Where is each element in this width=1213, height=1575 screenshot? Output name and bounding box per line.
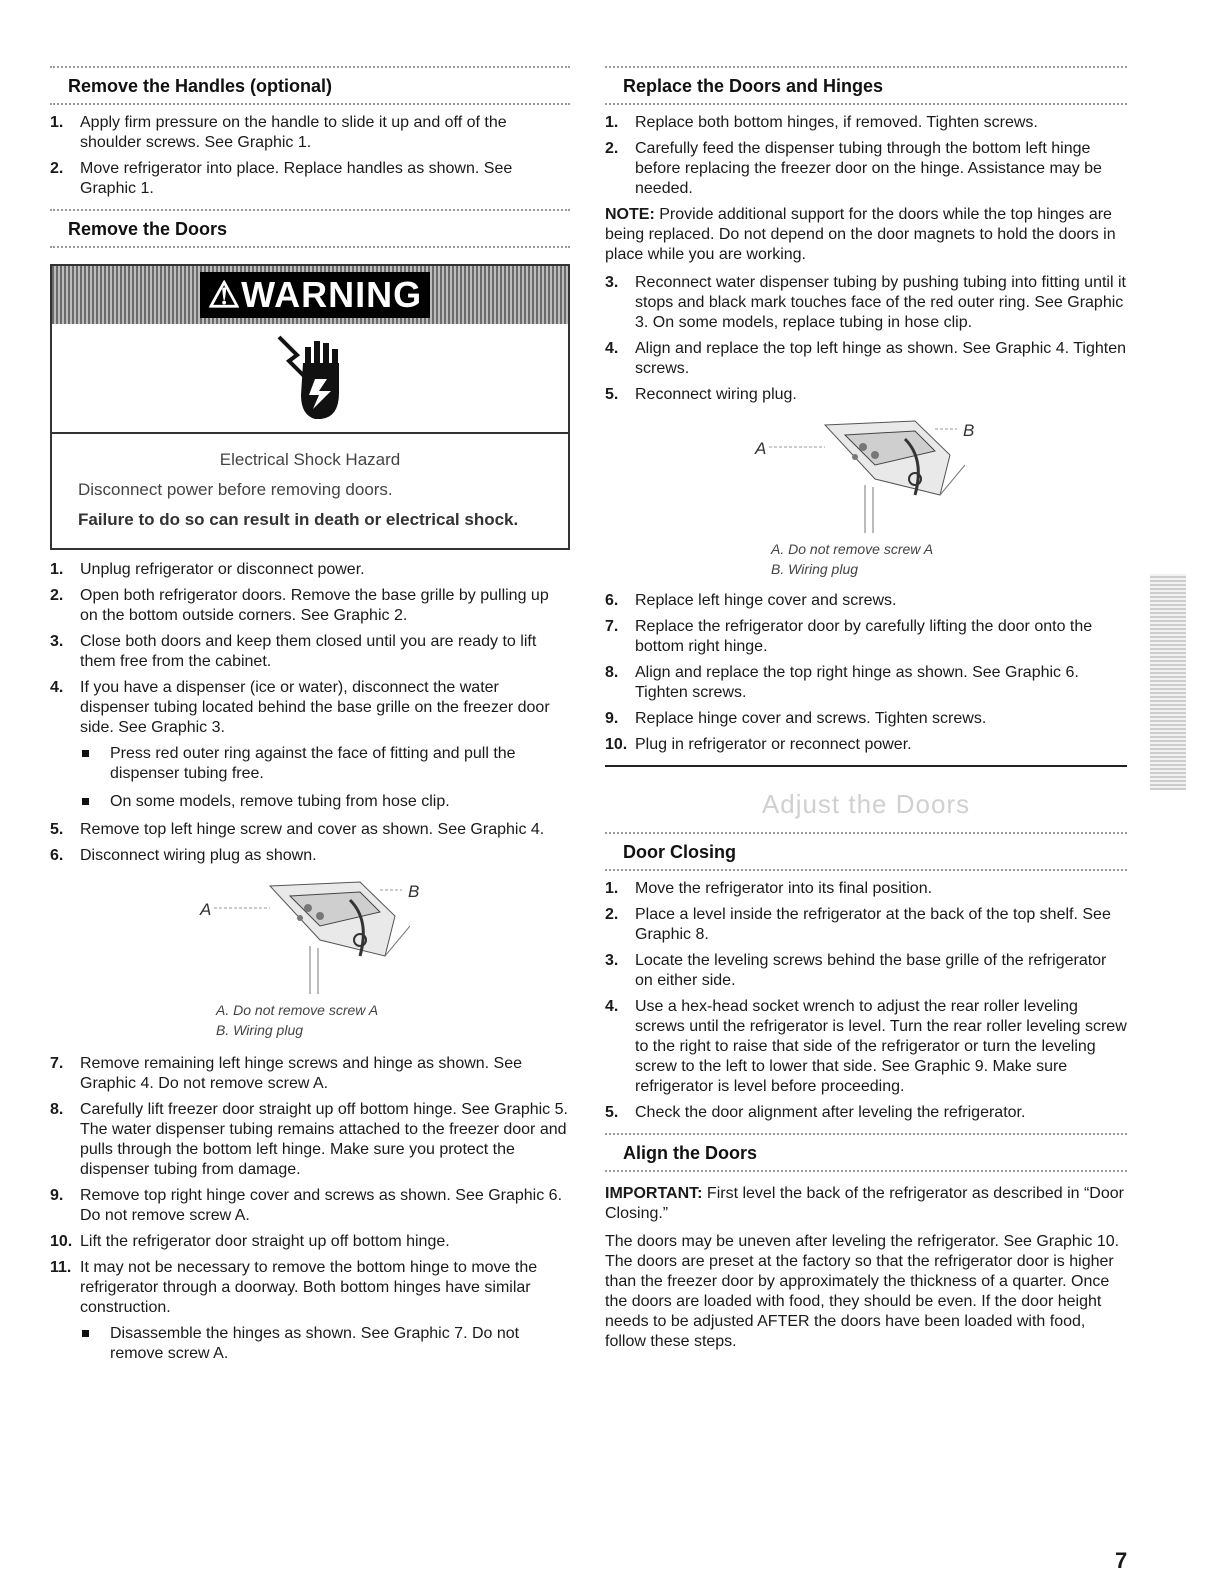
list-item: 2. Place a level inside the refrigerator at the back of the top shelf. See Graphic 8. — [605, 906, 1111, 943]
list-item: 6. Replace left hinge cover and screws. — [605, 592, 897, 609]
replace-steps-c — [605, 591, 1127, 755]
list-item: 4. Align and replace the top left hinge as shown. See Graphic 4. Tighten screws. — [605, 340, 1126, 377]
align-paragraph: The doors may be uneven after leveling the refrigerator. See Graphic 10. The doors are preset at the factory so that the refrigerator door is higher than the freezer door by approximately the thickness of a quarter. Once the doors are loaded with food, they should be even. If the door height needs to be adjusted AFTER the doors have been loaded with food, follow these steps. — [605, 1233, 1120, 1350]
list-item: 6. Disconnect wiring plug as shown. — [50, 847, 317, 864]
divider — [50, 246, 570, 248]
list-item: 9. Remove top right hinge cover and screws as shown. See Graphic 6. Do not remove screw A. — [50, 1187, 563, 1224]
right-column — [605, 66, 1127, 1360]
hinge-illustration — [765, 415, 965, 535]
list-item: 10. Plug in refrigerator or reconnect power. — [605, 736, 912, 753]
list-item: 8. Carefully lift freezer door straight up off bottom hinge. See Graphic 5. The water dispenser tubing remains attached to the freezer door and pulls through the bottom left hinge. Make sure you protect the dispenser tubing from damage. — [50, 1101, 568, 1178]
warning-box — [50, 264, 570, 550]
caption-line: B. Wiring plug — [216, 1022, 304, 1038]
list-item: 4. If you have a dispenser (ice or water), disconnect the water dispenser tubing located behind the base grille on the freezer door side. See Graphic 3. Press red outer ring against the face of fitting and pull the dispenser tubing free. On some models, remove tubing from hose clip. — [50, 678, 570, 812]
list-item: 10. Lift the refrigerator door straight up off bottom hinge. — [50, 1233, 450, 1250]
figure-label-b: B — [963, 421, 975, 440]
bullet-list — [80, 1324, 570, 1364]
hinge-illustration — [210, 876, 410, 996]
caption-line: A. Do not remove screw A — [216, 1002, 379, 1018]
list-item: 2. Open both refrigerator doors. Remove the base grille by pulling up on the bottom outside corners. See Graphic 2. — [50, 587, 549, 624]
list-item: 5. Check the door alignment after leveling the refrigerator. — [605, 1104, 1026, 1121]
divider — [605, 66, 1127, 68]
warning-text — [52, 434, 568, 548]
list-item: 7. Replace the refrigerator door by carefully lifting the door onto the bottom right hinge. — [605, 618, 1093, 655]
list-item: 1. Unplug refrigerator or disconnect power. — [50, 561, 365, 578]
list-item: 4. Use a hex-head socket wrench to adjust the rear roller leveling screws until the refrigerator is level. Turn the rear roller leveling screw to the right to raise that side of the refrigerator or turn the leveling screw to the left to lower that side. See Graphic 9. Make sure refrigerator is level before proceeding. — [605, 998, 1127, 1095]
handles-steps — [50, 113, 570, 199]
hinge-figure — [605, 415, 1127, 535]
note-paragraph: NOTE: Provide additional support for the doors while the top hinges are being replaced. Do not depend on the door magnets to hold the doors in place while you are working. — [605, 206, 1116, 263]
warning-banner — [52, 266, 568, 324]
section-divider — [605, 765, 1127, 767]
hinge-figure — [50, 876, 570, 996]
figure-label-a: A — [200, 900, 212, 919]
replace-steps — [605, 113, 1127, 199]
bullet-item: Press red outer ring against the face of fitting and pull the dispenser tubing free. — [80, 744, 570, 784]
list-item: 5. Reconnect wiring plug. — [605, 386, 797, 403]
section-heading-align-doors: Align the Doors — [623, 1143, 757, 1163]
divider — [50, 66, 570, 68]
left-column — [50, 66, 570, 1372]
divider — [605, 103, 1127, 105]
bullet-item: Disassemble the hinges as shown. See Graphic 7. Do not remove screw A. — [80, 1324, 570, 1364]
figure-label-a: A — [755, 439, 767, 458]
remove-doors-steps-continued — [50, 1054, 570, 1364]
replace-steps-b — [605, 273, 1127, 405]
warning-line: Failure to do so can result in death or electrical shock. — [78, 510, 519, 529]
figure-caption — [605, 539, 1127, 579]
shock-hazard-icon — [52, 324, 568, 434]
divider — [605, 1170, 1127, 1172]
divider — [605, 1133, 1127, 1135]
section-heading-door-closing: Door Closing — [623, 842, 736, 862]
section-heading-remove-handles: Remove the Handles (optional) — [68, 76, 333, 96]
figure-caption — [50, 1000, 570, 1040]
list-item: 9. Replace hinge cover and screws. Tighten screws. — [605, 710, 987, 727]
list-item: 1. Apply firm pressure on the handle to slide it up and off of the shoulder screws. See Graphic 1. — [50, 114, 507, 151]
list-item: 2. Move refrigerator into place. Replace handles as shown. See Graphic 1. — [50, 160, 513, 197]
divider — [50, 103, 570, 105]
important-paragraph: IMPORTANT: First level the back of the refrigerator as described in “Door Closing.” — [605, 1185, 1124, 1222]
list-item: 3. Locate the leveling screws behind the base grille of the refrigerator on either side. — [605, 952, 1107, 989]
decorative-edge-strip — [1150, 574, 1186, 790]
divider — [605, 869, 1127, 871]
section-heading-adjust-doors: Adjust the Doors — [761, 789, 971, 819]
list-item: 1. Replace both bottom hinges, if removed. Tighten screws. — [605, 114, 1038, 131]
divider — [605, 832, 1127, 834]
bullet-list — [80, 744, 570, 812]
list-item: 8. Align and replace the top right hinge as shown. See Graphic 6. Tighten screws. — [605, 664, 1079, 701]
section-heading-remove-doors: Remove the Doors — [68, 219, 228, 239]
section-heading-replace-doors: Replace the Doors and Hinges — [623, 76, 884, 96]
bullet-item: On some models, remove tubing from hose clip. — [80, 792, 570, 812]
caption-line: B. Wiring plug — [771, 561, 859, 577]
warning-title: ⚠WARNING — [200, 272, 430, 318]
remove-doors-steps — [50, 560, 570, 866]
divider — [50, 209, 570, 211]
list-item: 2. Carefully feed the dispenser tubing through the bottom left hinge before replacing the freezer door on the hinge. Assistance may be needed. — [605, 140, 1102, 197]
list-item: 1. Move the refrigerator into its final position. — [605, 880, 933, 897]
list-item: 3. Reconnect water dispenser tubing by pushing tubing into fitting until it stops and black mark touches face of the red outer ring. See Graphic 3. On some models, replace tubing in hose clip. — [605, 274, 1126, 331]
warning-line: Disconnect power before removing doors. — [78, 480, 393, 499]
list-item: 11. It may not be necessary to remove the bottom hinge to move the refrigerator through a doorway. Both bottom hinges have similar construction. Disassemble the hinges as shown. See Graphic 7. Do not remove screw A. — [50, 1258, 570, 1364]
list-item: 7. Remove remaining left hinge screws and hinge as shown. See Graphic 4. Do not remove screw A. — [50, 1055, 523, 1092]
list-item: 5. Remove top left hinge screw and cover as shown. See Graphic 4. — [50, 821, 545, 838]
hazard-title: Electrical Shock Hazard — [219, 450, 401, 469]
page-number: 7 — [1115, 1548, 1128, 1573]
caption-line: A. Do not remove screw A — [771, 541, 934, 557]
figure-label-b: B — [408, 882, 420, 901]
door-closing-steps — [605, 879, 1127, 1123]
list-item: 3. Close both doors and keep them closed until you are ready to lift them free from the cabinet. — [50, 633, 537, 670]
